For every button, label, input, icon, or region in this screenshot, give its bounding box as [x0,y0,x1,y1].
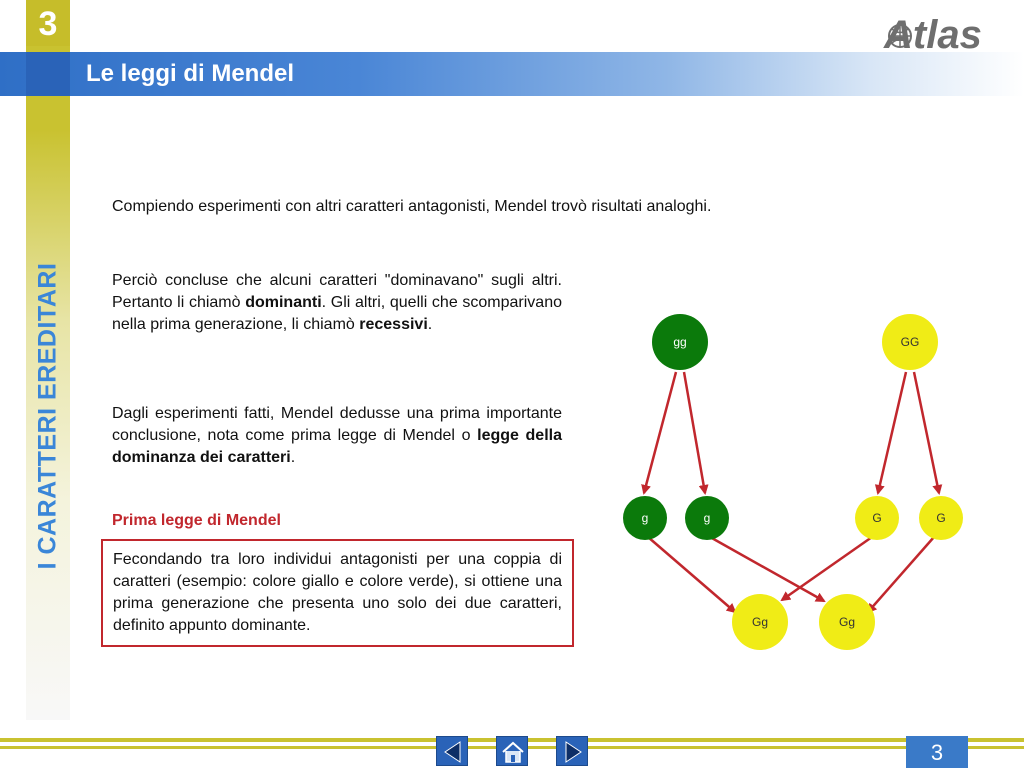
offspring-node-Gg1 [732,594,788,650]
mendel-cross-diagram [600,300,1000,660]
paragraph1-text-c: . [427,316,433,333]
gamete-node-G1 [855,496,899,540]
term-recessivi: recessivi [359,316,428,333]
previous-slide-button[interactable] [436,736,468,766]
arrow-G2-to-Gg2 [868,537,934,612]
svg-text:g: g [641,511,649,525]
arrow-G1-to-Gg1 [782,537,872,600]
paragraph-law [112,403,562,469]
arrow-gg-to-g1 [644,372,676,493]
section-title: I CARATTERI EREDITARI [33,262,62,570]
gamete-node-G2 [919,496,963,540]
page-number: 3 [906,736,968,768]
svg-text:g: g [703,511,711,525]
parent-node-gg [652,314,708,370]
home-icon [497,737,529,767]
atlas-logo [878,6,1008,54]
arrow-GG-to-G1 [878,372,906,493]
chapter-number: 3 [26,0,70,46]
arrow-g2-to-Gg2 [710,537,824,601]
term-law-name: legge della dominanza dei caratteri [112,427,562,466]
law-definition-box: Fecondando tra loro individui antagonisti per una coppia di caratteri (esempio: colore giallo e colore verde), si ottiene una prima generazione che presenta uno solo dei due caratteri, definito appunto dominante. [101,539,574,647]
paragraph2-text-b: . [290,449,296,466]
gamete-node-g1 [623,496,667,540]
svg-text:G: G [872,511,882,525]
home-button[interactable] [496,736,528,766]
paragraph1-text-a: Perciò concluse che alcuni caratteri "dominavano" sugli altri. Pertanto li chiamò [112,272,562,311]
offspring-node-Gg2 [819,594,875,650]
triangle-right-icon [557,737,589,767]
paragraph2-text-a: Dagli esperimenti fatti, Mendel dedusse una prima importante conclusione, nota come prima legge di Mendel o [112,405,562,444]
svg-text:GG: GG [900,335,920,349]
arrow-GG-to-G2 [914,372,939,493]
svg-text:G: G [936,511,946,525]
arrow-gg-to-g2 [684,372,705,493]
svg-text:Gg: Gg [751,615,769,629]
title-bar-accent [26,52,70,96]
svg-text:gg: gg [673,335,687,349]
paragraph-dominance [112,270,562,336]
next-slide-button[interactable] [556,736,588,766]
term-dominanti: dominanti [245,294,322,311]
arrow-g1-to-Gg1 [648,537,735,612]
intro-text: Compiendo esperimenti con altri caratteri antagonisti, Mendel trovò risultati analoghi. [112,198,712,215]
title-bar [0,52,1024,96]
gamete-node-g2 [685,496,729,540]
triangle-left-icon [437,737,469,767]
svg-text:Gg: Gg [838,615,856,629]
cross-arrows [641,372,939,612]
logo-text: Atlas [884,13,982,54]
law-heading: Prima legge di Mendel [112,512,281,529]
page-title: Le leggi di Mendel [86,60,295,87]
parent-node-GG [882,314,938,370]
paragraph1-text-b: . Gli altri, quelli che scomparivano nella prima generazione, li chiamò [112,294,562,333]
